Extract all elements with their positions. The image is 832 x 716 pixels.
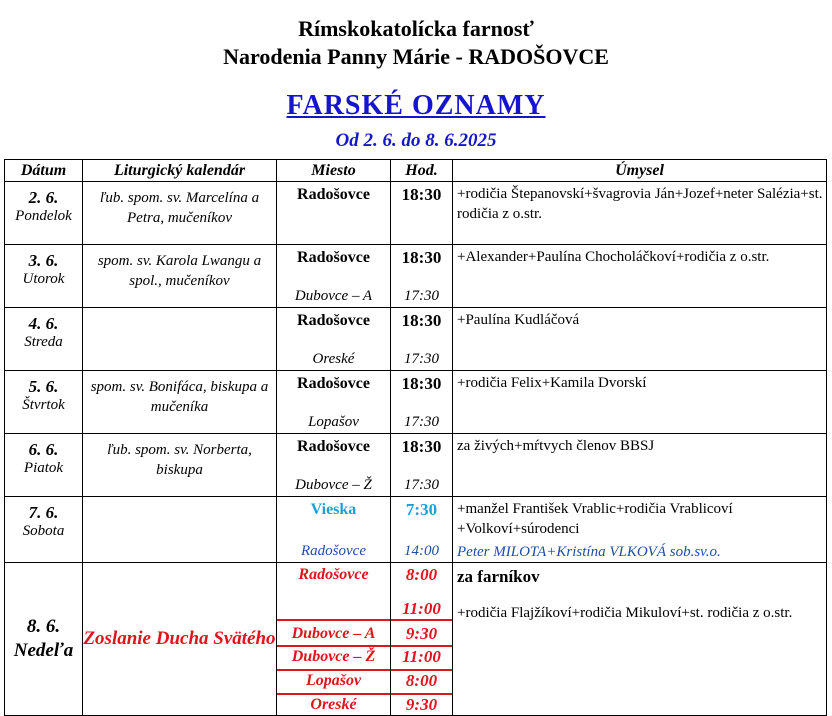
- intent-cell: +Alexander+Paulína Chocholáčkoví+rodičia z o.str.: [453, 245, 827, 308]
- divider: [277, 669, 390, 671]
- place-main: Vieska: [310, 501, 357, 518]
- column-header-hour: Hod.: [391, 160, 453, 182]
- weekday: Sobota: [22, 523, 65, 539]
- parish-subtitle: Narodenia Panny Márie - RADOŠOVCE: [223, 44, 609, 69]
- liturgy-cell: Zoslanie Ducha Svätého: [83, 563, 277, 716]
- intent-cell: +Paulína Kudláčová: [453, 308, 827, 371]
- table-header-row: [5, 160, 827, 182]
- hour-main: 18:30: [401, 437, 442, 456]
- place-cell: [277, 434, 391, 497]
- intent-text: +manžel František Vrablic+rodičia Vrablicoví +Volkoví+súrodenci: [457, 501, 733, 537]
- date-cell: [5, 371, 83, 434]
- date-number: 4. 6.: [28, 314, 59, 333]
- hour-cell: [391, 308, 453, 371]
- table-row: [5, 434, 827, 497]
- table-row: [5, 308, 827, 371]
- table-row: [5, 182, 827, 245]
- date-cell: [5, 182, 83, 245]
- intent-cell: [453, 497, 827, 563]
- sunday-place: Oreské: [310, 696, 357, 713]
- weekday: Štvrtok: [22, 397, 65, 413]
- column-header-liturgy: Liturgický kalendár: [83, 160, 277, 182]
- date-number: 7. 6.: [28, 503, 59, 522]
- sunday-hour: 11:00: [402, 647, 441, 666]
- place-secondary: Lopašov: [308, 414, 359, 430]
- hour-secondary: 17:30: [404, 414, 439, 430]
- table-row-sunday: [5, 563, 827, 716]
- weekday: Streda: [24, 334, 63, 350]
- hour-cell: [391, 245, 453, 308]
- divider: [391, 619, 452, 621]
- sunday-intent-cell: [453, 563, 827, 716]
- table-row: [5, 371, 827, 434]
- place-cell: [277, 371, 391, 434]
- liturgy-cell: [83, 308, 277, 371]
- sunday-hours-cell: [391, 563, 453, 716]
- place-cell: [277, 497, 391, 563]
- place-main: Radošovce: [297, 438, 370, 455]
- place-main: Radošovce: [297, 186, 370, 203]
- weekday: Utorok: [22, 271, 65, 287]
- hour-secondary: 14:00: [404, 543, 439, 559]
- date-number: 8. 6.: [26, 616, 61, 637]
- hour-secondary: 17:30: [404, 351, 439, 367]
- liturgy-cell: [83, 497, 277, 563]
- intent-cell: +rodičia Felix+Kamila Dvorskí: [453, 371, 827, 434]
- weekday: Piatok: [23, 460, 64, 476]
- sunday-place: Lopašov: [305, 672, 362, 689]
- date-cell: [5, 497, 83, 563]
- liturgy-cell: ľub. spom. sv. Norberta, biskupa: [83, 434, 277, 497]
- sunday-hour: 9:30: [405, 695, 438, 714]
- table-row: [5, 497, 827, 563]
- place-secondary: Dubovce – A: [294, 288, 373, 304]
- intent-text: +rodičia Flajžíkoví+rodičia Mikuloví+st. rodičia z o.str.: [457, 605, 793, 621]
- hour-main: 18:30: [401, 248, 442, 267]
- hour-main: 7:30: [405, 500, 438, 519]
- sunday-hour: 8:00: [405, 565, 438, 584]
- hour-cell: [391, 434, 453, 497]
- place-cell: [277, 245, 391, 308]
- divider: [277, 693, 390, 695]
- place-secondary: Oreské: [312, 351, 355, 367]
- sunday-hour: 9:30: [405, 624, 438, 643]
- place-secondary: Radošovce: [301, 543, 366, 559]
- hour-cell: [391, 371, 453, 434]
- hour-main: 18:30: [401, 185, 442, 204]
- column-header-date: Dátum: [5, 160, 83, 182]
- date-number: 5. 6.: [28, 377, 59, 396]
- sunday-place: Radošovce: [298, 566, 369, 583]
- announcements-table: [4, 159, 827, 716]
- place-main: Radošovce: [297, 312, 370, 329]
- divider: [277, 619, 390, 621]
- column-header-intent: Úmysel: [453, 160, 827, 182]
- hour-cell: [391, 497, 453, 563]
- date-number: 2. 6.: [28, 188, 59, 207]
- column-header-place: Miesto: [277, 160, 391, 182]
- divider: [277, 645, 390, 647]
- date-cell: [5, 308, 83, 371]
- sunday-hour: 8:00: [405, 671, 438, 690]
- intent-cell: za živých+mŕtvych členov BBSJ: [453, 434, 827, 497]
- hour-main: 18:30: [401, 374, 442, 393]
- place-main: Radošovce: [297, 249, 370, 266]
- place-cell: [277, 308, 391, 371]
- hour-main: 18:30: [401, 311, 442, 330]
- weekday: Pondelok: [15, 208, 72, 224]
- hour-secondary: 17:30: [404, 288, 439, 304]
- place-secondary: Dubovce – Ž: [295, 477, 372, 493]
- intent-secondary: Peter MILOTA+Kristína VLKOVÁ sob.sv.o.: [457, 544, 721, 560]
- parish-name: Rímskokatolícka farnosť: [298, 16, 534, 41]
- date-number: 3. 6.: [28, 251, 59, 270]
- liturgy-cell: spom. sv. Bonifáca, biskupa a mučeníka: [83, 371, 277, 434]
- sunday-places-cell: [277, 563, 391, 716]
- date-cell: [5, 434, 83, 497]
- hour-cell: [391, 182, 453, 245]
- liturgy-cell: spom. sv. Karola Lwangu a spol., mučeníkov: [83, 245, 277, 308]
- weekday: Nedeľa: [13, 640, 74, 661]
- place-main: Radošovce: [297, 375, 370, 392]
- date-number: 6. 6.: [28, 440, 59, 459]
- date-cell: [5, 563, 83, 716]
- sunday-place: Dubovce – Ž: [291, 648, 376, 665]
- place-cell: [277, 182, 391, 245]
- sunday-hour: 11:00: [402, 599, 441, 618]
- hour-secondary: 17:30: [404, 477, 439, 493]
- liturgy-cell: ľub. spom. sv. Marcelína a Petra, mučeníkov: [83, 182, 277, 245]
- table-row: [5, 245, 827, 308]
- page-title: FARSKÉ OZNAMY: [286, 90, 546, 121]
- date-cell: [5, 245, 83, 308]
- date-range: Od 2. 6. do 8. 6.2025: [335, 130, 497, 151]
- intent-text: za farníkov: [457, 567, 540, 586]
- sunday-place: Dubovce – A: [291, 625, 376, 642]
- intent-cell: +rodičia Štepanovskí+švagrovia Ján+Jozef+neter Salézia+st. rodičia z o.str.: [453, 182, 827, 245]
